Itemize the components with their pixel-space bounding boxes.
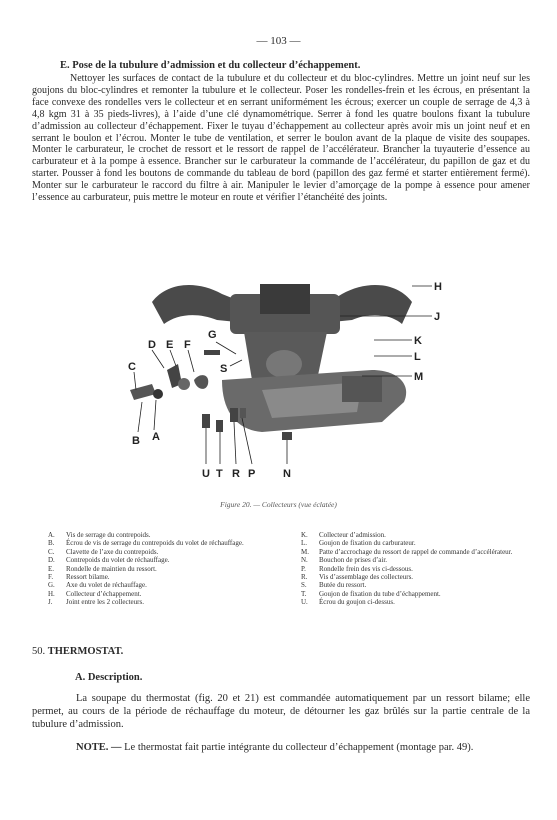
legend-key: K. [301, 531, 308, 539]
marker-g: G [208, 329, 217, 341]
figure-caption: Figure 20. — Collecteurs (vue éclatée) [220, 500, 337, 509]
legend-key: M. [301, 547, 309, 556]
marker-j: J [434, 311, 441, 323]
legend-item [301, 539, 527, 547]
legend-text: Écrou du goujon ci-dessus. [319, 598, 395, 607]
legend-text: Rondelle frein des vis ci-dessous. [319, 564, 413, 573]
legend-text: Bouchon de prises d’air. [319, 556, 388, 565]
legend-item [301, 598, 527, 606]
legend-text: Clavette de l’axe du contrepoids. [66, 547, 159, 556]
legend-item [48, 581, 274, 589]
legend-text: Joint entre les 2 collecteurs. [66, 598, 144, 607]
legend-item [48, 539, 274, 547]
section-50-title [32, 646, 123, 657]
section-e-heading: E. Pose de la tubulure d’admission et du collecteur d’échappement. [60, 60, 361, 71]
legend-item [301, 548, 527, 556]
marker-s: S [220, 363, 228, 375]
legend-item [48, 548, 274, 556]
legend-key: T. [301, 589, 307, 598]
legend-item [48, 573, 274, 581]
legend-item [48, 565, 274, 573]
marker-k: K [414, 335, 422, 347]
intake-manifold-drawing [222, 370, 406, 432]
marker-f: F [184, 339, 191, 351]
section-e-paragraph: Nettoyer les surfaces de contact de la tubulure et du collecteur et du bloc-cylindres. Mettre un joint neuf sur les goujons du bloc-cylindres et remonter la tubulure et le collecteur. Poser les rondelles-frein et les écrous, en présentant la face convexe des rondelles vers le collecteur et en serrant uniformément les écrous; exercer un couple de serrage de 4,3 à 4,8 kgm 31 à 35 pieds-livres), à l’aide d’une clé dynamométrique. Serrer à fond les quatre boulons fixant la tubulure d’admission au collecteur d’échappement. Fixer le tuyau d’échappement au collecteur après avoir mis un joint neuf et en serrant le boulon et l’écrou. Monter le tube de ventilation, et serrer le boulon avant de la plaque de visite des soupapes. Monter le carburateur, le crochet de ressort et le ressort de rappel de l’accélérateur. Brancher la tuyauterie d’essence au carburateur et à la pompe à essence. Brancher sur le carburateur la commande de l’accélérateur, du papillon de gaz et du starter. Pousser à fond les boutons de commande du tableau de bord (papillon des gaz fermé et starter entièrement fermé). Monter sur le carburateur le raccord du filtre à air. Manipuler le levier d’amorçage de la pompe à essence pour amener l’essence au carburateur, puis mettre le moteur en route et vérifier l’étanchéité des joints. [32, 73, 530, 204]
marker-e: E [166, 339, 174, 351]
legend-key: N. [301, 556, 308, 565]
marker-c: C [128, 361, 136, 373]
note-label: NOTE. — [76, 742, 122, 753]
legend-key: B. [48, 539, 55, 548]
legend-key: E. [48, 564, 55, 573]
legend-text: Axe du volet de réchauffage. [66, 581, 147, 590]
legend-text: Collecteur d’admission. [319, 531, 386, 539]
legend-text: Goujon de fixation du carburateur. [319, 539, 416, 548]
legend-key: A. [48, 531, 55, 539]
legend-text: Goujon de fixation du tube d’échappement. [319, 589, 441, 598]
legend-item [48, 556, 274, 564]
legend-key: D. [48, 556, 55, 565]
legend-key: J. [48, 598, 53, 607]
marker-h: H [434, 281, 442, 293]
legend-key: C. [48, 547, 55, 556]
marker-p: P [248, 468, 256, 480]
legend-item [301, 531, 527, 539]
legend-item [48, 598, 274, 606]
legend-text: Patte d’accrochage du ressort de rappel de commande d’accélérateur. [319, 547, 513, 556]
legend-key: P. [301, 564, 306, 573]
figure-legend-right [301, 531, 527, 607]
legend-item [301, 573, 527, 581]
legend-text: Vis d’assemblage des collecteurs. [319, 573, 414, 582]
exploded-manifold-figure [112, 272, 442, 487]
legend-key: S. [301, 581, 307, 590]
legend-item [48, 531, 274, 539]
note-paragraph [32, 741, 530, 754]
legend-item [48, 590, 274, 598]
legend-item [301, 556, 527, 564]
marker-m: M [414, 371, 424, 383]
page-number: — 103 — [256, 35, 301, 47]
marker-a: A [152, 431, 160, 443]
legend-key: G. [48, 581, 55, 590]
marker-l: L [414, 351, 421, 363]
legend-item [301, 565, 527, 573]
marker-t: T [216, 468, 223, 480]
thermostat-paragraph: La soupape du thermostat (fig. 20 et 21) est commandée automatiquement par un ressort bilame; elle permet, au cours de la période de réchauffage du moteur, de détourner les gaz brûlés sur la partie centrale de la tubulure d’admission. [32, 693, 530, 730]
legend-item [301, 590, 527, 598]
marker-b: B [132, 435, 140, 447]
legend-key: R. [301, 573, 308, 582]
description-subheading: A. Description. [75, 672, 143, 683]
legend-key: L. [301, 539, 308, 548]
legend-text: Vis de serrage du contrepoids. [66, 531, 151, 539]
legend-text: Rondelle de maintien du ressort. [66, 564, 157, 573]
note-text: Le thermostat fait partie intégrante du collecteur d’échappement (montage par. 49). [121, 742, 474, 753]
marker-d: D [148, 339, 156, 351]
legend-text: Écrou de vis de serrage du contrepoids du volet de réchauffage. [66, 539, 244, 548]
legend-text: Contrepoids du volet de réchauffage. [66, 556, 170, 565]
legend-text: Collecteur d’échappement. [66, 589, 142, 598]
legend-text: Butée du ressort. [319, 581, 367, 590]
marker-u: U [202, 468, 210, 480]
legend-text: Ressort bilame. [66, 573, 110, 582]
figure-legend-left [48, 531, 274, 607]
legend-item [301, 581, 527, 589]
legend-key: H. [48, 589, 55, 598]
section-number: 50. [32, 646, 46, 657]
section-name: THERMOSTAT. [47, 646, 124, 657]
exhaust-manifold-drawing [152, 284, 412, 380]
legend-key: U. [301, 598, 308, 607]
legend-key: F. [48, 573, 54, 582]
marker-n: N [283, 468, 291, 480]
marker-r: R [232, 468, 240, 480]
